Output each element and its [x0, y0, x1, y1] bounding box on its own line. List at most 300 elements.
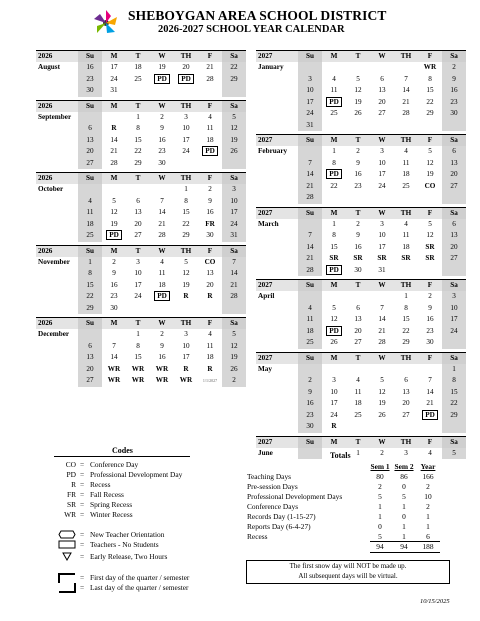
day-value: 27	[450, 181, 458, 190]
day-value: PD	[326, 169, 342, 179]
day-cell	[298, 421, 322, 433]
day-cell	[442, 421, 466, 433]
totals-row-label: Recess	[247, 532, 268, 541]
day-cell	[346, 291, 370, 303]
day-cell	[150, 280, 174, 292]
day-cell	[298, 314, 322, 326]
day-value: 26	[230, 147, 238, 155]
day-cell	[102, 329, 126, 341]
code-equals: =	[80, 470, 85, 479]
day-cell	[298, 146, 322, 158]
day-cell	[346, 364, 370, 376]
day-cell	[346, 398, 370, 410]
day-value: WR	[131, 376, 145, 384]
week-row	[256, 375, 466, 387]
month-year: 2026	[38, 174, 53, 182]
day-cell	[150, 303, 174, 315]
totals-value: 0	[402, 482, 406, 491]
week-row	[36, 280, 246, 292]
day-value: 31	[378, 265, 386, 274]
day-cell	[394, 326, 418, 338]
month-year: 2026	[38, 52, 53, 60]
day-cell	[102, 196, 126, 208]
day-cell	[442, 120, 466, 132]
day-cell	[222, 123, 246, 135]
weekday-label: TH	[400, 353, 412, 362]
month-name-spacer	[36, 352, 78, 364]
day-cell	[198, 268, 222, 280]
day-cell	[78, 364, 102, 376]
month-name-spacer	[36, 341, 78, 353]
weekday-label: Su	[298, 208, 322, 219]
day-value: 19	[230, 135, 238, 144]
day-value: 8	[136, 124, 140, 132]
day-cell	[418, 169, 442, 181]
day-value: 5	[452, 448, 456, 457]
weekday-label: W	[378, 353, 386, 362]
day-value: 20	[86, 147, 94, 155]
day-cell	[150, 112, 174, 124]
day-cell	[78, 375, 102, 387]
day-value: WR	[179, 376, 193, 384]
day-cell	[174, 85, 198, 97]
totals-value: 10	[424, 492, 432, 501]
weekday-label: TH	[400, 281, 412, 289]
snow-day-note	[246, 560, 450, 584]
day-cell	[418, 253, 442, 265]
day-value: 23	[426, 326, 434, 335]
day-cell	[174, 291, 198, 303]
totals-value: 1	[426, 522, 430, 531]
day-value: 26	[230, 364, 238, 373]
day-value: 4	[332, 74, 336, 83]
day-value: 13	[378, 86, 386, 94]
day-value: 13	[134, 208, 142, 216]
weekday-label: F	[427, 208, 433, 217]
day-cell	[370, 192, 394, 204]
day-value: 12	[182, 269, 190, 277]
totals-column-header: Year	[420, 462, 436, 471]
weekday-label: Sa	[222, 246, 246, 257]
day-value: 25	[86, 231, 94, 239]
day-cell	[126, 85, 150, 97]
day-cell	[346, 85, 370, 97]
day-value: 3	[232, 185, 236, 193]
day-value: 5	[428, 219, 432, 228]
day-cell	[174, 352, 198, 364]
day-value: WR	[131, 364, 145, 373]
day-value: 24	[230, 219, 238, 228]
weekday-label: TH	[400, 208, 412, 217]
weekday-label: Su	[298, 280, 322, 291]
month-name-spacer	[36, 74, 78, 86]
totals-row-label: Reports Day (6-4-27)	[247, 522, 311, 531]
week-row	[256, 265, 466, 277]
day-value: 20	[86, 364, 94, 373]
totals-value: 2	[426, 482, 430, 491]
day-cell	[442, 219, 466, 231]
weekday-label: Su	[78, 51, 102, 62]
week-row	[36, 268, 246, 280]
day-cell	[418, 410, 442, 422]
day-value: SR	[329, 254, 339, 262]
code-equals: =	[80, 540, 85, 549]
day-cell	[150, 85, 174, 97]
month-name: April	[258, 292, 275, 300]
day-cell	[322, 85, 346, 97]
day-value: 3	[380, 219, 384, 228]
week-row	[256, 421, 466, 433]
day-value: 1	[184, 185, 188, 193]
weekday-label: M	[330, 437, 338, 446]
day-cell	[394, 421, 418, 433]
weekday-label: F	[207, 319, 213, 327]
day-value: 2	[160, 112, 164, 121]
day-value: 17	[378, 170, 386, 178]
day-value: 19	[354, 97, 362, 106]
day-value: 27	[134, 231, 142, 239]
week-row	[256, 85, 466, 97]
day-value: 17	[182, 135, 190, 144]
month-name: February	[258, 147, 288, 155]
day-value: 17	[230, 208, 238, 216]
day-value: 14	[230, 269, 238, 277]
day-cell	[150, 219, 174, 231]
week-row	[36, 364, 246, 376]
day-cell	[198, 291, 222, 303]
day-value: 8	[332, 158, 336, 167]
day-cell	[442, 158, 466, 170]
day-cell	[418, 192, 442, 204]
day-cell	[198, 62, 222, 74]
day-value: R	[207, 364, 213, 373]
day-value: 23	[86, 74, 94, 83]
month-name-spacer	[256, 421, 298, 433]
day-cell	[222, 303, 246, 315]
day-value: 28	[110, 158, 118, 167]
day-value: 1	[136, 330, 140, 338]
day-value: 11	[86, 208, 94, 216]
day-cell	[298, 253, 322, 265]
day-value: 6	[452, 147, 456, 155]
day-value: 8	[332, 231, 336, 239]
day-cell	[370, 375, 394, 387]
day-cell	[102, 123, 126, 135]
day-cell	[298, 410, 322, 422]
weekday-label: W	[158, 52, 166, 60]
day-cell	[370, 219, 394, 231]
day-value: 14	[402, 86, 410, 94]
day-value: 4	[160, 257, 164, 266]
day-value: 10	[230, 196, 238, 205]
day-value: 6	[404, 376, 408, 384]
day-value: 26	[378, 410, 386, 419]
day-cell	[442, 337, 466, 349]
month-name-spacer	[36, 364, 78, 376]
day-cell	[322, 364, 346, 376]
day-value: 28	[306, 193, 314, 201]
snow-note-line-1: The first snow day will NOT be made up.	[289, 562, 407, 570]
week-row	[256, 337, 466, 349]
day-value: 15	[426, 86, 434, 94]
weekday-label: Su	[298, 51, 322, 62]
totals-column-header: Sem 1	[370, 462, 390, 471]
day-cell	[346, 265, 370, 277]
day-cell	[102, 291, 126, 303]
day-value: 13	[450, 231, 458, 239]
day-cell	[346, 230, 370, 242]
codes-divider	[54, 456, 190, 457]
month-name: October	[38, 185, 64, 193]
weekday-label: Sa	[222, 101, 246, 112]
day-value: 30	[110, 303, 118, 312]
day-cell	[78, 196, 102, 208]
day-cell	[370, 421, 394, 433]
day-value: 3	[332, 376, 336, 384]
weekday-label: Su	[298, 135, 322, 146]
day-cell	[394, 181, 418, 193]
day-value: 10	[182, 124, 190, 132]
day-cell	[174, 135, 198, 147]
day-value: 7	[404, 74, 408, 83]
day-value: 7	[232, 257, 236, 266]
day-value: 22	[182, 219, 190, 228]
day-cell	[418, 398, 442, 410]
day-cell	[102, 184, 126, 196]
day-cell	[102, 112, 126, 124]
day-cell	[370, 74, 394, 86]
day-cell	[418, 146, 442, 158]
totals-column-header: Sem 2	[394, 462, 414, 471]
day-cell	[198, 341, 222, 353]
day-cell	[418, 242, 442, 254]
day-cell	[298, 398, 322, 410]
day-cell	[346, 97, 370, 109]
day-cell	[394, 62, 418, 74]
week-row	[256, 169, 466, 181]
day-value: 7	[308, 158, 312, 167]
day-value: 30	[354, 265, 362, 274]
day-cell	[418, 97, 442, 109]
day-value: 11	[402, 158, 410, 167]
day-value: 16	[426, 315, 434, 323]
day-value: 13	[354, 315, 362, 323]
code-abbrev: R	[71, 480, 76, 489]
day-cell	[222, 291, 246, 303]
month-name-spacer	[256, 253, 298, 265]
code-description: Spring Recess	[90, 500, 133, 509]
day-cell	[370, 398, 394, 410]
day-value: 4	[208, 330, 212, 338]
day-value: 8	[88, 269, 92, 277]
day-value: R	[207, 292, 213, 300]
day-value: 18	[354, 399, 362, 407]
day-cell	[346, 169, 370, 181]
day-cell	[126, 257, 150, 269]
day-cell	[198, 219, 222, 231]
weekday-label: T	[355, 281, 361, 289]
month-block	[256, 207, 466, 277]
month-name-spacer	[256, 265, 298, 277]
week-row	[256, 74, 466, 86]
day-value: 11	[158, 269, 166, 277]
day-cell	[150, 291, 174, 303]
day-cell	[346, 62, 370, 74]
month-name: January	[258, 63, 284, 71]
code-abbrev: SR	[66, 500, 76, 509]
day-cell	[394, 192, 418, 204]
day-value: PD	[154, 291, 170, 301]
day-cell	[394, 398, 418, 410]
day-cell	[418, 291, 442, 303]
day-cell	[298, 375, 322, 387]
day-value: 29	[230, 74, 238, 83]
symbol-description: New Teacher Orientation	[90, 530, 165, 539]
day-value: 22	[426, 97, 434, 106]
day-cell	[394, 253, 418, 265]
day-cell	[322, 398, 346, 410]
day-value: 12	[230, 124, 238, 132]
day-cell	[150, 135, 174, 147]
down-triangle-icon	[58, 552, 76, 563]
weekday-label: Sa	[442, 280, 466, 291]
day-value: 17	[134, 280, 142, 289]
day-cell	[322, 158, 346, 170]
totals-value: 1	[402, 522, 406, 531]
month-name-spacer	[256, 326, 298, 338]
month-header-row	[256, 50, 466, 62]
weekday-label: W	[378, 136, 386, 144]
day-value: 5	[356, 74, 360, 83]
weekday-label: W	[378, 52, 386, 60]
month-name-spacer	[36, 375, 78, 387]
day-value: 18	[206, 353, 214, 361]
month-header-row	[36, 172, 246, 184]
day-value: WR	[155, 364, 169, 373]
day-cell	[126, 280, 150, 292]
day-cell	[150, 375, 174, 387]
weekday-label: M	[110, 246, 118, 255]
day-cell	[442, 398, 466, 410]
week-row	[36, 230, 246, 242]
day-value: 24	[134, 292, 142, 300]
day-cell	[418, 85, 442, 97]
day-value: 29	[134, 158, 142, 167]
day-value: 9	[112, 269, 116, 277]
day-value: WR	[107, 376, 121, 384]
day-value: SR	[425, 254, 435, 262]
weekday-label: F	[207, 174, 213, 182]
day-value: 27	[402, 410, 410, 419]
code-abbrev: CO	[65, 460, 76, 469]
code-equals: =	[80, 573, 85, 582]
day-cell	[346, 337, 370, 349]
month-name-spacer	[36, 85, 78, 97]
day-cell	[102, 352, 126, 364]
weekday-label: F	[427, 353, 433, 362]
day-value: 29	[450, 410, 458, 419]
day-cell	[418, 375, 442, 387]
day-value: 9	[428, 303, 432, 312]
day-value: 11	[330, 86, 338, 94]
day-value: 17	[182, 353, 190, 361]
day-value: 8	[404, 303, 408, 312]
day-value: PD	[178, 74, 194, 84]
day-value: 7	[308, 231, 312, 239]
day-cell	[126, 329, 150, 341]
day-value: SR	[377, 254, 387, 262]
day-value: 22	[230, 63, 238, 71]
week-row	[256, 398, 466, 410]
day-cell	[298, 219, 322, 231]
code-equals: =	[80, 460, 85, 469]
day-value: 14	[426, 387, 434, 396]
day-value: 2	[356, 219, 360, 228]
day-cell	[442, 375, 466, 387]
day-cell	[222, 112, 246, 124]
day-cell	[370, 108, 394, 120]
day-value: 21	[306, 181, 314, 190]
day-value: 2	[356, 147, 360, 155]
snow-note-line-2: All subsequent days will be virtual.	[298, 572, 398, 580]
day-value: 3	[452, 292, 456, 300]
day-value: 1	[136, 112, 140, 121]
day-cell	[394, 108, 418, 120]
day-cell	[174, 375, 198, 387]
day-value: 25	[354, 410, 362, 419]
day-cell	[102, 364, 126, 376]
month-name-spacer	[256, 74, 298, 86]
day-cell	[102, 135, 126, 147]
day-value: 15	[134, 135, 142, 144]
day-cell	[150, 196, 174, 208]
day-value: 24	[182, 147, 190, 155]
code-equals: =	[80, 510, 85, 519]
month-block	[256, 134, 466, 204]
month-name-spacer	[256, 158, 298, 170]
month-name-spacer	[256, 108, 298, 120]
week-row	[36, 352, 246, 364]
day-value: 8	[428, 74, 432, 83]
day-value: 4	[428, 448, 432, 457]
day-value: PD	[202, 146, 218, 156]
totals-sum-value: 94	[400, 542, 408, 551]
day-cell	[370, 85, 394, 97]
weekday-label: TH	[400, 52, 412, 60]
weekday-label: M	[110, 52, 118, 60]
day-value: 4	[308, 303, 312, 312]
day-cell	[394, 230, 418, 242]
day-value: 6	[88, 124, 92, 132]
day-cell	[198, 74, 222, 86]
day-cell	[198, 146, 222, 158]
day-cell	[150, 329, 174, 341]
day-cell	[150, 184, 174, 196]
day-value: 5	[232, 112, 236, 121]
day-value: 11	[354, 387, 362, 396]
day-value: 25	[402, 181, 410, 190]
week-row	[256, 97, 466, 109]
day-cell	[346, 242, 370, 254]
day-value: 8	[136, 341, 140, 350]
day-value: 8	[184, 196, 188, 205]
day-value: 9	[356, 231, 360, 239]
day-value: 1	[332, 147, 336, 155]
day-cell	[418, 181, 442, 193]
day-cell	[78, 341, 102, 353]
box-icon	[58, 540, 76, 551]
weekday-label: M	[110, 319, 118, 327]
